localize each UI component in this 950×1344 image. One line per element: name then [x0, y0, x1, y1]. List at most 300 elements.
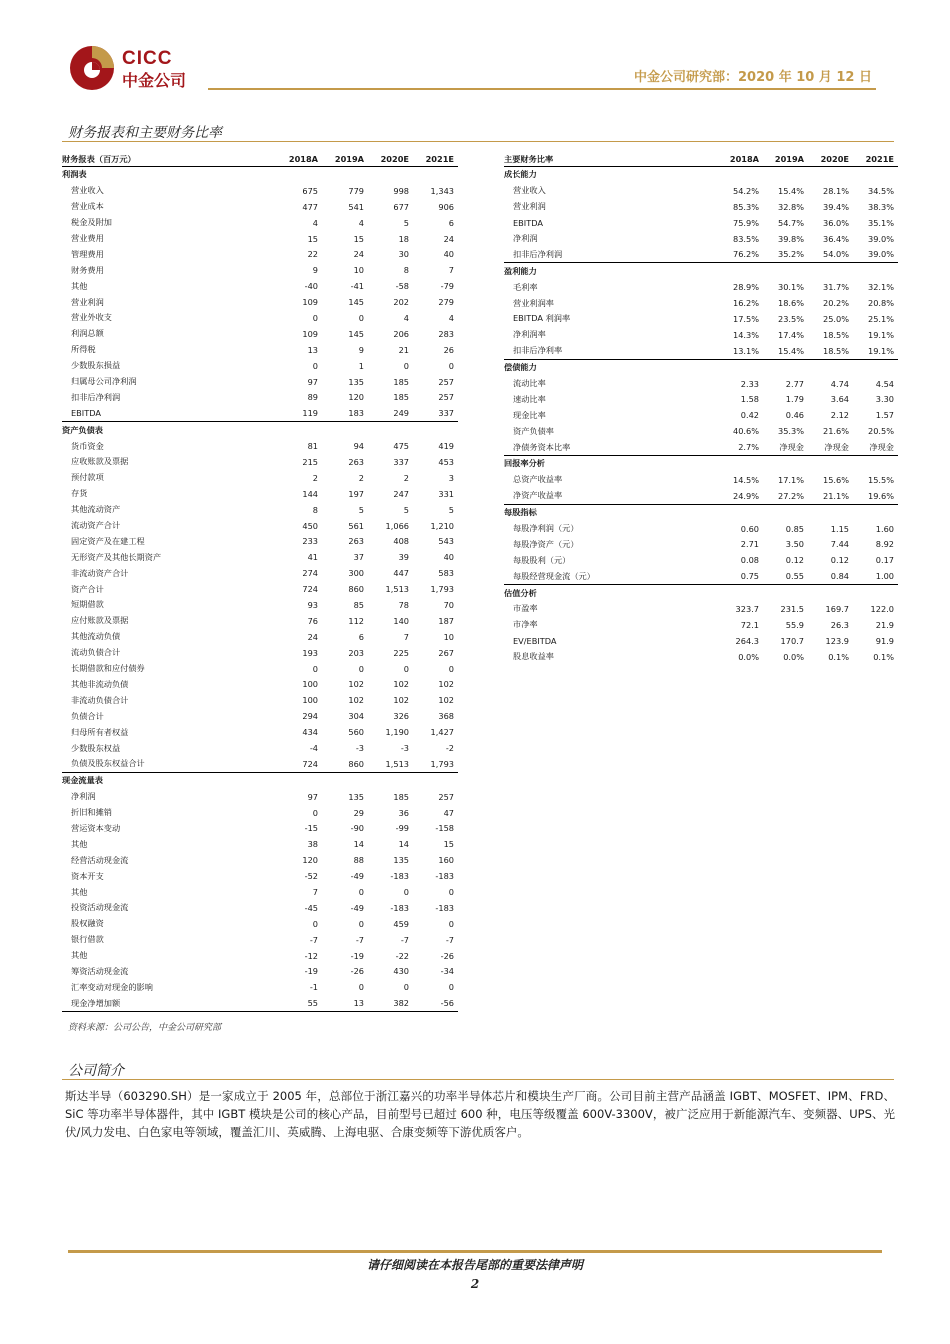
value-cell: 382	[368, 995, 413, 1011]
value-cell: 15.6%	[822, 474, 849, 485]
value-cell: -158	[435, 823, 454, 834]
value-cell: 1,513	[385, 584, 409, 595]
value-cell: 4	[312, 217, 318, 228]
row-label: 扣非后净利润	[71, 391, 121, 402]
report-date-header: 中金公司研究部：2020 年 10 月 12 日	[634, 70, 872, 85]
row-label: 财务费用	[71, 264, 104, 275]
value-cell: -58	[395, 281, 409, 292]
table-row	[62, 740, 458, 756]
section-heading: 利润表	[62, 167, 458, 183]
row-label: 净利润	[513, 233, 538, 243]
table-row	[504, 343, 898, 359]
value-cell: 257	[438, 392, 454, 403]
value-cell: 30.1%	[777, 282, 804, 293]
logo-text-en: CICC	[122, 48, 173, 69]
value-cell: -49	[350, 871, 364, 882]
value-cell: 724	[302, 758, 318, 769]
value-cell: 13.1%	[732, 345, 759, 356]
value-cell: 2	[358, 472, 364, 483]
table-title-cell: 主要财务比率	[504, 152, 718, 167]
row-label: 现金比率	[513, 409, 546, 420]
value-cell: 37	[353, 552, 364, 563]
value-cell: 25.1%	[867, 313, 894, 324]
value-cell: 0	[312, 663, 318, 674]
value-cell: 10	[353, 265, 364, 276]
value-cell: 0.0%	[783, 651, 804, 662]
value-cell: 97	[307, 376, 318, 387]
value-cell: 1,513	[385, 758, 409, 769]
value-cell: 0.0%	[738, 651, 759, 662]
right-section-row	[504, 167, 898, 183]
value-cell: 2.71	[740, 539, 759, 550]
value-cell: 78	[398, 599, 409, 610]
table-row	[504, 279, 898, 295]
value-cell: 36.0%	[822, 217, 849, 228]
value-cell: 677	[393, 201, 409, 212]
value-cell: 450	[302, 520, 318, 531]
value-cell: 3.50	[785, 539, 804, 550]
value-cell: 4	[358, 217, 364, 228]
value-cell: -4	[309, 743, 318, 753]
value-cell: 17.4%	[777, 329, 804, 340]
value-cell: 0	[358, 312, 364, 323]
row-label: 银行借款	[71, 934, 104, 945]
table-row	[62, 389, 458, 405]
section-title-financials: 财务报表和主要财务比率	[68, 125, 222, 141]
value-cell: 7	[312, 887, 318, 898]
value-cell: 541	[348, 201, 364, 212]
value-cell: 109	[302, 328, 318, 339]
value-cell: 22	[307, 249, 318, 260]
row-label: 经营活动现金流	[71, 854, 129, 865]
table-row	[504, 407, 898, 423]
row-label: 现金净增加额	[62, 995, 276, 1011]
row-label: 存货	[71, 488, 88, 499]
value-cell: 0.75	[740, 571, 759, 582]
value-cell: 31.7%	[822, 282, 849, 293]
row-label: 净债务资本比率	[513, 441, 571, 452]
value-cell: 323.7	[735, 603, 759, 614]
table-row	[62, 724, 458, 740]
section-title-company-profile: 公司简介	[68, 1063, 124, 1079]
year-header-cell: 2019A	[322, 152, 368, 167]
page-number: 2	[470, 1277, 480, 1291]
value-cell: 1.15	[830, 523, 849, 534]
value-cell: 561	[348, 520, 364, 531]
table-row	[62, 884, 458, 900]
value-cell: 7.44	[830, 539, 849, 550]
row-label: 每股经营现金流（元）	[513, 570, 595, 581]
value-cell: -183	[435, 871, 454, 882]
value-cell: 20.2%	[822, 298, 849, 309]
value-cell: 21	[398, 344, 409, 355]
value-cell: 29	[353, 807, 364, 818]
value-cell: 94	[353, 441, 364, 452]
table-row	[62, 868, 458, 884]
value-cell: 453	[438, 456, 454, 467]
value-cell: 15	[353, 233, 364, 244]
value-cell: 135	[348, 376, 364, 387]
year-header-cell: 2019A	[763, 152, 808, 167]
value-cell: 102	[393, 695, 409, 706]
value-cell: 170.7	[780, 635, 804, 646]
value-cell: 0	[312, 807, 318, 818]
row-label: 流动资产合计	[71, 520, 121, 531]
table-row	[504, 649, 898, 665]
value-cell: 459	[393, 918, 409, 929]
value-cell: 35.2%	[777, 249, 804, 260]
value-cell: 249	[393, 408, 409, 419]
value-cell: 1.58	[740, 394, 759, 405]
value-cell: 0.42	[740, 410, 759, 421]
value-cell: 185	[393, 791, 409, 802]
value-cell: 419	[438, 441, 454, 452]
value-cell: 408	[393, 536, 409, 547]
row-label: 非流动资产合计	[71, 567, 129, 578]
row-label: 营业利润	[513, 201, 546, 212]
section-heading: 盈利能力	[504, 263, 898, 279]
value-cell: 215	[302, 456, 318, 467]
value-cell: 28.1%	[822, 185, 849, 196]
value-cell: 0	[403, 982, 409, 993]
value-cell: 41	[307, 552, 318, 563]
value-cell: 81	[307, 441, 318, 452]
table-row	[62, 995, 458, 1011]
row-label: EV/EBITDA	[513, 635, 557, 646]
value-cell: 0.84	[830, 571, 849, 582]
value-cell: -45	[304, 902, 318, 913]
row-label: 营业收入	[513, 185, 546, 196]
row-label: 短期借款	[71, 599, 104, 610]
value-cell: 0	[448, 982, 454, 993]
value-cell: 89	[307, 392, 318, 403]
value-cell: 583	[438, 568, 454, 579]
table-row	[62, 215, 458, 231]
table-row	[504, 472, 898, 488]
value-cell: 120	[302, 855, 318, 866]
value-cell: 2	[312, 472, 318, 483]
value-cell: 779	[348, 185, 364, 196]
row-label: EBITDA 利润率	[513, 313, 571, 324]
value-cell: 0	[358, 663, 364, 674]
table-row	[62, 597, 458, 613]
row-label: 负债及股东权益合计	[71, 758, 145, 769]
value-cell: 5	[403, 217, 409, 228]
value-cell: 1,793	[430, 584, 454, 595]
value-cell: 0	[312, 918, 318, 929]
value-cell: 906	[438, 201, 454, 212]
value-cell: 26.3	[830, 619, 849, 630]
row-label: 每股净资产（元）	[513, 538, 579, 549]
row-label: 净利润	[71, 791, 96, 802]
value-cell: -7	[309, 934, 318, 945]
value-cell: 47	[443, 807, 454, 818]
table-row	[504, 246, 898, 262]
value-cell: 247	[393, 488, 409, 499]
value-cell: 40	[443, 552, 454, 563]
value-cell: 1.00	[875, 571, 894, 582]
value-cell: 91.9	[875, 635, 894, 646]
value-cell: 264.3	[735, 635, 759, 646]
value-cell: 368	[438, 711, 454, 722]
value-cell: 283	[438, 328, 454, 339]
row-label: 非流动负债合计	[71, 694, 129, 705]
value-cell: -15	[304, 823, 318, 834]
value-cell: 434	[302, 727, 318, 738]
value-cell: -49	[350, 902, 364, 913]
table-row	[62, 692, 458, 708]
row-label: 其他流动负债	[71, 631, 121, 642]
value-cell: 27.2%	[777, 490, 804, 501]
value-cell: 169.7	[825, 603, 849, 614]
table-row	[62, 246, 458, 262]
value-cell: 102	[438, 679, 454, 690]
value-cell: -90	[350, 823, 364, 834]
value-cell: 8	[312, 504, 318, 515]
table-row	[62, 199, 458, 215]
row-label: 折旧和摊销	[71, 807, 112, 818]
table-row	[62, 948, 458, 964]
value-cell: 20.8%	[867, 298, 894, 309]
value-cell: 15.4%	[777, 345, 804, 356]
value-cell: 1.60	[875, 523, 894, 534]
table-row	[62, 374, 458, 390]
value-cell: -2	[445, 743, 454, 753]
value-cell: 560	[348, 727, 364, 738]
financial-statements-table	[62, 152, 458, 1012]
table-row	[62, 677, 458, 693]
row-label: 营业成本	[71, 201, 104, 212]
right-section-row	[504, 585, 898, 601]
section-heading: 偿债能力	[504, 359, 898, 375]
value-cell: 32.8%	[777, 201, 804, 212]
table-row	[62, 932, 458, 948]
table-row	[504, 215, 898, 231]
value-cell: 860	[348, 758, 364, 769]
legal-disclaimer-notice: 请仔细阅读在本报告尾部的重要法律声明	[366, 1258, 583, 1272]
value-cell: 225	[393, 647, 409, 658]
company-intro-paragraph: 斯达半导（603290.SH）是一家成立于 2005 年，总部位于浙江嘉兴的功率半导体芯片和模块生产厂商。公司目前主营产品涵盖 IGBT、MOSFET、IPM、FRD、SiC 等功率半导体器件，其中 IGBT 模块是公司的核心产品，目前型号已超过 600 种，电压等级覆盖 600V-3300V，被广泛应用于新能源汽车、变频器、UPS、光伏/风力发电、白色家电等领域，覆盖汇川、英威腾、上海电驱、合康变频等下游优质客户。	[65, 1089, 895, 1139]
cicc-logo	[68, 44, 198, 92]
value-cell: 193	[302, 647, 318, 658]
row-label: 资本开支	[71, 870, 104, 881]
value-cell: 23.5%	[777, 313, 804, 324]
table-row	[62, 405, 458, 421]
table-title-cell: 财务报表（百万元）	[62, 152, 276, 167]
table-row	[62, 486, 458, 502]
row-label: 营业利润	[71, 296, 104, 307]
row-label: EBITDA	[71, 408, 101, 419]
row-label: 扣非后净利率	[513, 345, 563, 356]
row-label: 利润总额	[71, 328, 104, 339]
value-cell: 32.1%	[867, 282, 894, 293]
value-cell: 0.60	[740, 523, 759, 534]
value-cell: 25.0%	[822, 313, 849, 324]
value-cell: 304	[348, 711, 364, 722]
row-label: 营业利润率	[513, 297, 554, 308]
year-header-cell: 2018A	[276, 152, 322, 167]
cicc-logo-mark-icon	[68, 44, 116, 92]
value-cell: 40.6%	[732, 426, 759, 437]
left-section-row	[62, 167, 458, 183]
value-cell: 0	[403, 360, 409, 371]
table-row	[504, 633, 898, 649]
value-cell: -1	[309, 982, 318, 993]
value-cell: 102	[393, 679, 409, 690]
row-label: 货币资金	[71, 440, 104, 451]
value-cell: 88	[353, 855, 364, 866]
table-row	[62, 502, 458, 518]
value-cell: -26	[350, 966, 364, 977]
year-header-cell: 2018A	[718, 152, 763, 167]
value-cell: 206	[393, 328, 409, 339]
table-row	[62, 613, 458, 629]
value-cell: 267	[438, 647, 454, 658]
value-cell: 24.9%	[732, 490, 759, 501]
value-cell: 39	[398, 552, 409, 563]
right-section-row	[504, 456, 898, 472]
table-row	[62, 900, 458, 916]
row-label: 其他	[71, 838, 88, 849]
value-cell: 4	[448, 312, 454, 323]
value-cell: 5	[448, 504, 454, 515]
value-cell: 7	[403, 631, 409, 642]
section-heading: 资产负债表	[62, 422, 458, 438]
value-cell: 0	[312, 312, 318, 323]
value-cell: 20.5%	[867, 426, 894, 437]
row-label: 资产合计	[71, 583, 104, 594]
value-cell: 39.0%	[867, 233, 894, 244]
value-cell: 16.2%	[732, 298, 759, 309]
value-cell: 112	[348, 615, 364, 626]
header-divider	[208, 88, 876, 90]
row-label: 其他流动资产	[71, 504, 121, 515]
row-label: 毛利率	[513, 281, 538, 292]
table-row	[62, 789, 458, 805]
row-label: 汇率变动对现金的影响	[71, 981, 153, 992]
section-heading: 现金流量表	[62, 772, 458, 788]
value-cell: 2.12	[830, 410, 849, 421]
table-row	[504, 617, 898, 633]
value-cell: 15	[307, 233, 318, 244]
row-label: 净资产收益率	[513, 490, 563, 501]
value-cell: 39.0%	[867, 249, 894, 260]
value-cell: 337	[393, 456, 409, 467]
value-cell: 3	[448, 472, 454, 483]
value-cell: 93	[307, 599, 318, 610]
value-cell: 1.79	[785, 394, 804, 405]
value-cell: 0	[358, 918, 364, 929]
table-row	[62, 979, 458, 995]
value-cell: 36	[398, 807, 409, 818]
value-cell: 145	[348, 328, 364, 339]
row-label: 速动比率	[513, 393, 546, 404]
value-cell: 257	[438, 791, 454, 802]
value-cell: 477	[302, 201, 318, 212]
table-row	[504, 311, 898, 327]
value-cell: 1,210	[430, 520, 454, 531]
row-label: 归母所有者权益	[71, 726, 129, 737]
value-cell: 85.3%	[732, 201, 759, 212]
value-cell: 0	[448, 360, 454, 371]
value-cell: 1,190	[385, 727, 409, 738]
value-cell: 0.1%	[873, 651, 894, 662]
value-cell: -19	[304, 966, 318, 977]
value-cell: 3.30	[875, 394, 894, 405]
value-cell: -79	[440, 281, 454, 292]
value-cell: 140	[393, 615, 409, 626]
value-cell: 109	[302, 297, 318, 308]
value-cell: 326	[393, 711, 409, 722]
value-cell: 净现金	[824, 441, 849, 452]
value-cell: -52	[304, 871, 318, 882]
value-cell: 998	[393, 185, 409, 196]
value-cell: 15.4%	[777, 185, 804, 196]
year-header-cell: 2021E	[413, 152, 458, 167]
value-cell: 97	[307, 791, 318, 802]
value-cell: 26	[443, 344, 454, 355]
left-header-row	[62, 152, 458, 167]
value-cell: 119	[302, 408, 318, 419]
table-row	[62, 358, 458, 374]
row-label: 负债合计	[71, 710, 104, 721]
value-cell: 13	[322, 995, 368, 1011]
value-cell: 675	[302, 185, 318, 196]
value-cell: 8	[403, 265, 409, 276]
row-label: 流动比率	[513, 378, 546, 389]
value-cell: 0.17	[875, 555, 894, 566]
value-cell: 0	[358, 887, 364, 898]
table-row	[504, 231, 898, 247]
table-row	[504, 423, 898, 439]
value-cell: -34	[440, 966, 454, 977]
row-label: 其他	[71, 886, 88, 897]
value-cell: 202	[393, 297, 409, 308]
row-label: 筹资活动现金流	[71, 965, 129, 976]
value-cell: 1,793	[430, 758, 454, 769]
table-row	[504, 376, 898, 392]
value-cell: 21.1%	[822, 490, 849, 501]
table-row	[504, 199, 898, 215]
right-section-row	[504, 359, 898, 375]
value-cell: -3	[400, 743, 409, 753]
section-heading: 成长能力	[504, 167, 898, 183]
row-label: 营运资本变动	[71, 822, 121, 833]
value-cell: 145	[348, 297, 364, 308]
value-cell: 40	[443, 249, 454, 260]
row-label: 市盈率	[513, 603, 538, 614]
value-cell: -183	[390, 902, 409, 913]
value-cell: 123.9	[825, 635, 849, 646]
table-row	[62, 645, 458, 661]
value-cell: 0.55	[785, 571, 804, 582]
value-cell: 257	[438, 376, 454, 387]
value-cell: 24	[443, 233, 454, 244]
value-cell: -3	[355, 743, 364, 753]
value-cell: 231.5	[780, 603, 804, 614]
row-label: 资产负债率	[513, 425, 554, 436]
table-row	[62, 708, 458, 724]
value-cell: -183	[390, 871, 409, 882]
table-row	[62, 278, 458, 294]
value-cell: 475	[393, 441, 409, 452]
value-cell: -7	[355, 934, 364, 945]
value-cell: 185	[393, 376, 409, 387]
table-row	[62, 183, 458, 199]
value-cell: 135	[393, 855, 409, 866]
value-cell: 0.46	[785, 410, 804, 421]
value-cell: 76	[307, 615, 318, 626]
